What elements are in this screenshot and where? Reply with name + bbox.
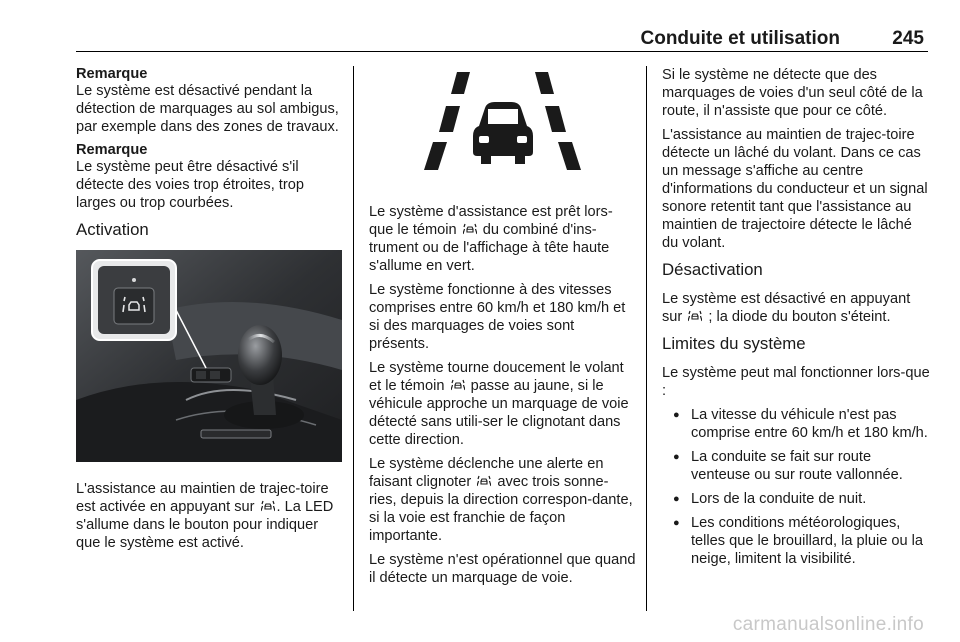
list-item: ● Les conditions météorologiques, telles que le brouillard, la pluie ou la neige, limitent la visibilité.: [662, 514, 930, 568]
console-illustration: [76, 250, 342, 462]
lane-keep-assist-icon: [451, 379, 465, 391]
paragraph-one-side: Si le système ne détecte que des marquages de voies d'un seul côté de la route, il n'assiste que pour ce côté.: [662, 67, 923, 119]
limits-heading: Limites du système: [662, 334, 806, 353]
deactivation-heading: Désactivation: [662, 260, 763, 279]
list-item: ● Lors de la conduite de nuit.: [662, 490, 930, 508]
paragraph-operational: Le système n'est opérationnel que quand il détecte un marquage de voie.: [369, 552, 636, 586]
gear-console-photo: [76, 250, 342, 462]
note-2-title: Remarque: [76, 142, 148, 158]
note-2-body: Le système peut être désactivé s'il détecte des voies trop étroites, trop larges ou trop courbées.: [76, 159, 304, 211]
list-item: ● La conduite se fait sur route venteuse ou sur route vallonnée.: [662, 448, 930, 484]
paragraph-speed-range: Le système fonctionne à des vitesses comprises entre 60 km/h et 180 km/h et si des marquages de voies sont présents.: [369, 282, 626, 352]
lane-keep-assist-icon: [688, 310, 702, 322]
note-1-title: Remarque: [76, 66, 148, 82]
activation-heading: Activation: [76, 220, 149, 239]
paragraph-limits-intro: Le système peut mal fonctionner lors-que :: [662, 365, 930, 399]
column-1: [76, 66, 344, 558]
section-title: Conduite et utilisation: [640, 28, 840, 49]
limits-list: [662, 406, 930, 568]
watermark: carmanualsonline.info: [732, 614, 924, 635]
page-header: [76, 28, 928, 52]
paragraph-deactivation: Le système est désactivé en appuyant sur ; la diode du bouton s'éteint.: [662, 291, 911, 325]
activation-paragraph: L'assistance au maintien de trajec-toire est activée en appuyant sur . La LED s'allume dans le bouton pour indiquer que le système est activé.: [76, 481, 334, 551]
lane-keep-assist-large-icon: [369, 66, 636, 184]
paragraph-alert: Le système déclenche une alerte en faisant clignoter avec trois sonne-ries, depuis la direction correspon-dante, si la voie est franchie de façon importante.: [369, 456, 633, 544]
paragraph-hands-off: L'assistance au maintien de trajec-toire détecte un lâché du volant. Dans ce cas un message s'affiche au centre d'informations du conducteur et un signal sonore retentit tant que l'assistance au maintien de trajectoire détecte le lâché du volant.: [662, 127, 928, 251]
column-divider-right: [646, 66, 647, 611]
paragraph-ready: Le système d'assistance est prêt lors-que le témoin du combiné d'ins-trument ou de l'affichage à tête haute s'allume en vert.: [369, 204, 613, 274]
lane-keep-assist-icon: [477, 475, 491, 487]
page-number: 245: [892, 28, 924, 49]
lane-keep-assist-icon: [261, 500, 275, 512]
lane-keep-assist-icon: [463, 223, 477, 235]
column-2: [369, 66, 636, 593]
column-divider-left: [353, 66, 354, 611]
column-3: [662, 66, 930, 574]
paragraph-steering: Le système tourne doucement le volant et le témoin passe au jaune, si le véhicule approche un marquage de voie détecté sans utili-ser le clignotant dans cette direction.: [369, 360, 629, 448]
note-1-body: Le système est désactivé pendant la détection de marquages au sol ambigus, par exemple dans des zones de travaux.: [76, 83, 339, 135]
list-item: ● La vitesse du véhicule n'est pas comprise entre 60 km/h et 180 km/h.: [662, 406, 930, 442]
